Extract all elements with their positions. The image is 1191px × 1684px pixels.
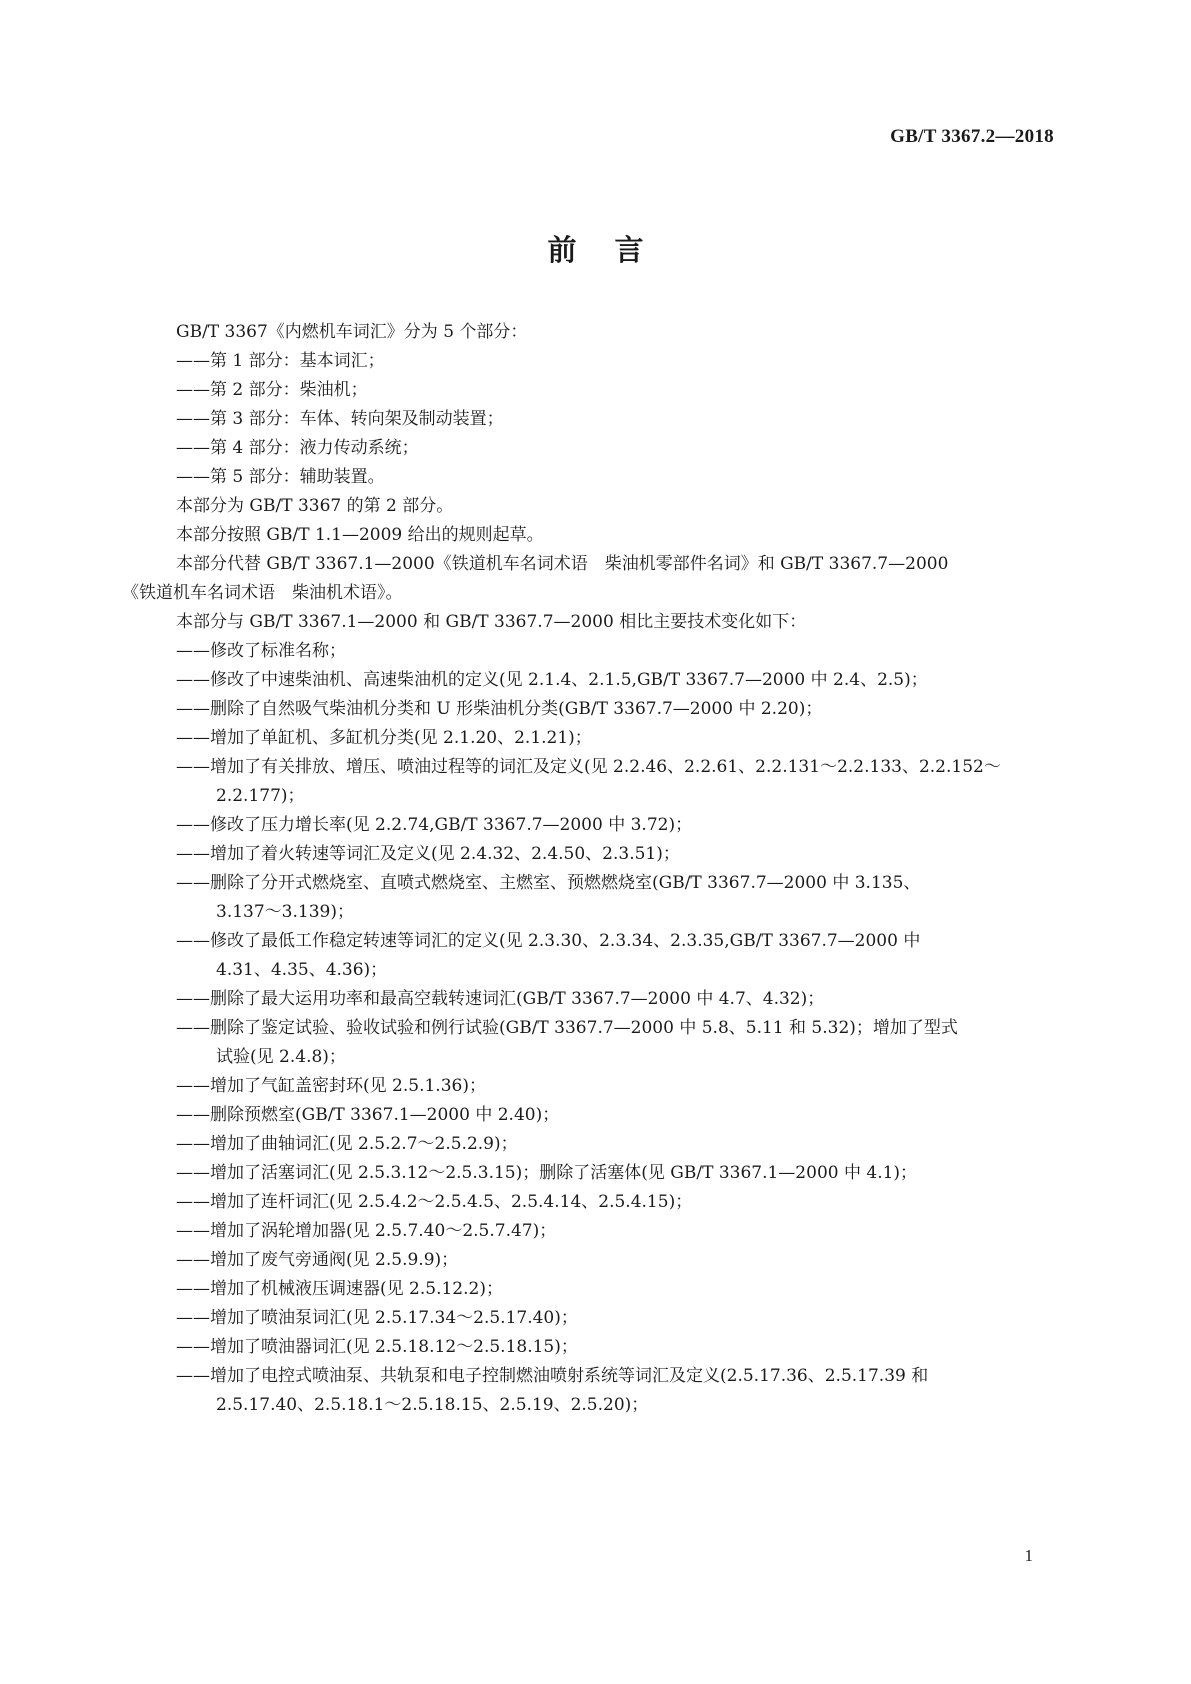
paragraph-replaces-cont: 《铁道机车名词术语 柴油机术语》。 — [122, 583, 403, 603]
list-item-part-1: ——第 1 部分：基本词汇； — [176, 351, 385, 371]
standard-code: GB/T 3367.2—2018 — [890, 126, 1054, 147]
paragraph-changes-intro: 本部分与 GB/T 3367.1—2000 和 GB/T 3367.7—2000 相比主要技术变化如下： — [176, 612, 807, 632]
list-item-change-cont: 3.137～3.139)； — [216, 902, 354, 922]
list-item-change-cont: 2.5.17.40、2.5.18.1～2.5.18.15、2.5.19、2.5.20)； — [216, 1395, 649, 1415]
list-item-change-cont: 2.2.177)； — [216, 786, 305, 806]
list-item-change: ——修改了中速柴油机、高速柴油机的定义(见 2.1.4、2.1.5,GB/T 3367.7—2000 中 2.4、2.5)； — [176, 670, 928, 690]
list-item-change: ——增加了喷油器词汇(见 2.5.18.12～2.5.18.15)； — [176, 1337, 578, 1357]
page-number: 1 — [1024, 1546, 1033, 1565]
list-item-change: ——增加了活塞词汇(见 2.5.3.12～2.5.3.15)；删除了活塞体(见 GB/T 3367.1—2000 中 4.1)； — [176, 1163, 918, 1183]
list-item-part-3: ——第 3 部分：车体、转向架及制动装置； — [176, 409, 504, 429]
list-item-change-cont: 试验(见 2.4.8)； — [216, 1047, 346, 1067]
list-item-change: ——修改了最低工作稳定转速等词汇的定义(见 2.3.30、2.3.34、2.3.35,GB/T 3367.7—2000 中 — [176, 931, 921, 951]
page-title: 前言 — [547, 233, 682, 267]
list-item-change: ——增加了曲轴词汇(见 2.5.2.7～2.5.2.9)； — [176, 1134, 518, 1154]
list-item-part-2: ——第 2 部分：柴油机； — [176, 380, 368, 400]
list-item-change: ——删除了最大运用功率和最高空载转速词汇(GB/T 3367.7—2000 中 4.7、4.32)； — [176, 989, 825, 1009]
list-item-change-cont: 4.31、4.35、4.36)； — [216, 960, 388, 980]
list-item-change: ——增加了连杆词汇(见 2.5.4.2～2.5.4.5、2.5.4.14、2.5.4.15)； — [176, 1192, 693, 1212]
list-item-change: ——删除了分开式燃烧室、直喷式燃烧室、主燃室、预燃燃烧室(GB/T 3367.7—2000 中 3.135、 — [176, 873, 921, 893]
list-item-change: ——增加了气缸盖密封环(见 2.5.1.36)； — [176, 1076, 486, 1096]
list-item-change: ——删除预燃室(GB/T 3367.1—2000 中 2.40)； — [176, 1105, 560, 1125]
list-item-change: ——增加了喷油泵词汇(见 2.5.17.34～2.5.17.40)； — [176, 1308, 578, 1328]
list-item-change: ——删除了鉴定试验、验收试验和例行试验(GB/T 3367.7—2000 中 5.8、5.11 和 5.32)；增加了型式 — [176, 1018, 958, 1038]
paragraph-part-statement: 本部分为 GB/T 3367 的第 2 部分。 — [176, 496, 454, 516]
paragraph-parts-intro: GB/T 3367《内燃机车词汇》分为 5 个部分： — [176, 322, 528, 342]
paragraph-drafting-rules: 本部分按照 GB/T 1.1—2009 给出的规则起草。 — [176, 525, 544, 545]
list-item-change: ——增加了电控式喷油泵、共轨泵和电子控制燃油喷射系统等词汇及定义(2.5.17.36、2.5.17.39 和 — [176, 1366, 929, 1386]
list-item-change: ——增加了有关排放、增压、喷油过程等的词汇及定义(见 2.2.46、2.2.61、2.2.131～2.2.133、2.2.152～ — [176, 757, 1001, 777]
list-item-change: ——删除了自然吸气柴油机分类和 U 形柴油机分类(GB/T 3367.7—2000 中 2.20)； — [176, 699, 823, 719]
list-item-change: ——修改了压力增长率(见 2.2.74,GB/T 3367.7—2000 中 3.72)； — [176, 815, 693, 835]
list-item-change: ——增加了单缸机、多缸机分类(见 2.1.20、2.1.21)； — [176, 728, 592, 748]
paragraph-replaces: 本部分代替 GB/T 3367.1—2000《铁道机车名词术语 柴油机零部件名词》和 GB/T 3367.7—2000 — [176, 554, 949, 574]
list-item-part-4: ——第 4 部分：液力传动系统； — [176, 438, 419, 458]
list-item-change: ——增加了废气旁通阀(见 2.5.9.9)； — [176, 1250, 459, 1270]
list-item-change: ——增加了着火转速等词汇及定义(见 2.4.32、2.4.50、2.3.51)； — [176, 844, 680, 864]
list-item-change: ——增加了涡轮增加器(见 2.5.7.40～2.5.7.47)； — [176, 1221, 557, 1241]
list-item-part-5: ——第 5 部分：辅助装置。 — [176, 467, 385, 487]
list-item-change: ——修改了标准名称； — [176, 641, 346, 661]
list-item-change: ——增加了机械液压调速器(见 2.5.12.2)； — [176, 1279, 503, 1299]
